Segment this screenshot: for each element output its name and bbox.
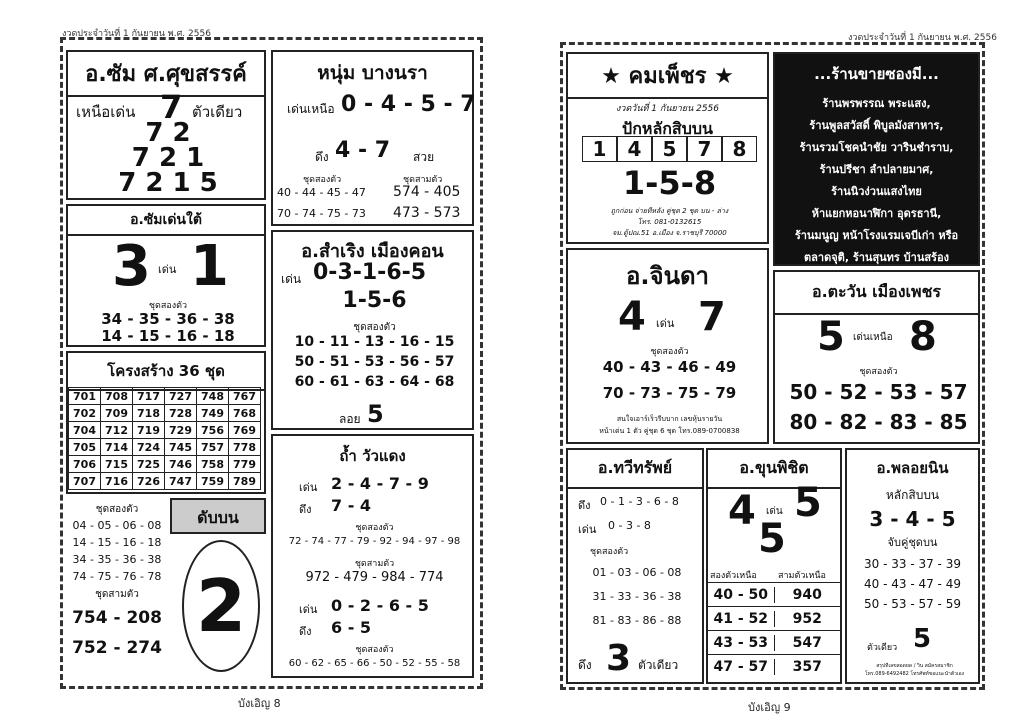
- tawan-pair-1: 50 - 52 - 53 - 57: [789, 380, 968, 404]
- grid36-cell: 705: [69, 439, 101, 456]
- tham-pair-label: ชุดสองตัว: [355, 523, 394, 533]
- som-single-label: ตัวเดียว: [192, 103, 243, 121]
- kom-star-right-icon: ★: [714, 64, 734, 89]
- grid36-row: [69, 473, 261, 490]
- dip-bon-label: ดับบน: [197, 508, 239, 527]
- jinda-box: [566, 248, 769, 444]
- phon-lead: 3 - 4 - 5: [869, 507, 956, 531]
- nbr-triple-label: ชุดสามตัว: [403, 175, 443, 185]
- grid36-cell: 747: [165, 473, 197, 490]
- jinda-num-b: 7: [698, 294, 726, 340]
- kom-note-3: จม.ตู้ปณ.51 อ.เมือง จ.ราชบุรี 70000: [612, 229, 727, 237]
- bl-triple-1: 754 - 208: [72, 608, 162, 628]
- phon-single: 5: [913, 624, 932, 654]
- nbr-suay: สวย: [413, 150, 435, 164]
- grid36-row: [69, 422, 261, 439]
- grid36-cell: 757: [197, 439, 229, 456]
- grid36-cell: 717: [133, 388, 165, 405]
- grid36-cell: 779: [229, 456, 261, 473]
- khun-title: อ.ขุนพิชิต: [708, 450, 840, 489]
- tham-pair2-label: ชุดสองตัว: [355, 645, 394, 655]
- shops-line: ร้านปรีชา ลำปลายมาศ,: [819, 163, 934, 176]
- bl-pair-2: 14 - 15 - 16 - 18: [72, 536, 162, 549]
- kom-note-2: โทร. 081-0132615: [637, 218, 702, 226]
- som-pyramid-2: 7 2 1: [131, 143, 205, 173]
- som-tai-pair-1: 34 - 35 - 36 - 38: [101, 310, 235, 328]
- khun-row: [708, 582, 840, 606]
- dip-bon-label-box: [170, 498, 266, 534]
- phon-title: อ.พลอยนิน: [876, 459, 949, 477]
- tham-lead2-label: เด่น: [299, 603, 318, 616]
- som-box: [66, 50, 266, 200]
- phon-sub: หลักสิบบน: [885, 488, 940, 502]
- taweesap-dueng-label: ดึง: [578, 499, 591, 512]
- tham-triple-label: ชุดสามตัว: [354, 559, 395, 569]
- kom-digit: 7: [687, 136, 722, 162]
- taweesap-bottom-num: 3: [606, 638, 632, 679]
- grid36-cell: 715: [101, 456, 133, 473]
- tham-lead2: 0 - 2 - 6 - 5: [331, 596, 429, 615]
- tawan-title: อ.ตะวัน เมืองเพชร: [775, 272, 978, 315]
- kom-note-1: ถูกก่อน จ่ายทีหลัง คู่ชุด 2 ชุด บน - ล่าง: [610, 207, 729, 215]
- samroeng-box: [271, 230, 474, 430]
- bl-pair-label: ชุดสองตัว: [95, 504, 139, 515]
- khun-row: [708, 606, 840, 630]
- nbr-dueng-label: ดึง: [315, 150, 329, 164]
- grid36-cell: 701: [69, 388, 101, 405]
- khun-pair: 41 - 52: [708, 611, 775, 627]
- kom-box: [566, 52, 769, 244]
- nbr-lead-label: เด่นเหนือ: [287, 102, 335, 116]
- samroeng-title: อ.สำเริง เมืองคอน: [301, 241, 444, 262]
- grid36-cell: 749: [197, 405, 229, 422]
- grid36-title: โครงสร้าง 36 ชุด: [68, 353, 264, 391]
- kom-title: คมเพ็ชร: [628, 64, 707, 89]
- nbr-pair-label: ชุดสองตัว: [303, 175, 342, 185]
- kom-date: งวดวันที่ 1 กันยายน 2556: [616, 104, 719, 114]
- tham-dueng2: 6 - 5: [331, 618, 372, 637]
- samroeng-sub: 1-5-6: [342, 288, 407, 313]
- khun-rows: [708, 582, 840, 678]
- shops-line: ตลาดจุติ, ร้านสุนทร บ้านสร้อง: [804, 251, 949, 264]
- grid36-cell: 756: [197, 422, 229, 439]
- phon-pair-3: 50 - 53 - 57 - 59: [864, 597, 961, 611]
- taweesap-box: [566, 448, 704, 684]
- tham-lead: 2 - 4 - 7 - 9: [331, 474, 429, 493]
- tham-dueng: 7 - 4: [331, 496, 372, 515]
- som-tai-title: อ.ซัมเด่นใต้: [68, 206, 264, 236]
- kom-title-row: [568, 54, 767, 99]
- phon-note-1: สรุปทีเลขสอดยด / วิน สมัครสมาชิก: [876, 663, 953, 669]
- grid36-cell: 718: [133, 405, 165, 422]
- jinda-title: อ.จินดา: [625, 262, 710, 290]
- shops-box: [773, 52, 980, 266]
- bottom-left-box: [66, 498, 168, 678]
- bl-triple-2: 752 - 274: [72, 638, 162, 658]
- shops-line: ร้านมนูญ หน้าโรงแรมเจบีเก่า หรือ: [794, 229, 959, 242]
- jinda-mid: เด่น: [656, 317, 675, 330]
- khun-col-a: สองตัวเหนือ: [710, 571, 757, 581]
- khun-num-b: 5: [794, 480, 822, 526]
- tawan-num-b: 8: [909, 314, 937, 360]
- taweesap-dueng: 0 - 1 - 3 - 6 - 8: [600, 495, 679, 508]
- kom-main: 1-5-8: [622, 164, 717, 202]
- jinda-pair-1: 40 - 43 - 46 - 49: [602, 358, 737, 376]
- shops-line: ร้านพรพรรณ พระแสง,: [822, 97, 931, 110]
- phon-note-2: โทร.089-6492482 โทรศัพท์ขอแนะนำตัวเอง: [864, 671, 965, 677]
- khun-num-a: 4: [728, 488, 756, 534]
- jinda-note-2: หน้าเด่น 1 ตัว คู่ชุด 6 ชุด โทร.089-0700838: [599, 427, 740, 435]
- samroeng-pair-3: 60 - 61 - 63 - 64 - 68: [294, 374, 455, 390]
- khun-triple: 940: [792, 586, 822, 603]
- grid36-cell: 769: [229, 422, 261, 439]
- som-title: อ.ซัม ศ.ศุขสรรค์: [68, 52, 264, 97]
- tawan-mid: เด่นเหนือ: [853, 332, 893, 343]
- jinda-pair-label: ชุดสองตัว: [650, 347, 689, 357]
- kom-digits: [582, 136, 757, 162]
- grid36-row: [69, 405, 261, 422]
- taweesap-lead: 0 - 3 - 8: [608, 519, 651, 532]
- bl-triple-label: ชุดสามตัว: [95, 589, 139, 600]
- shops-line: ร้านนิวง่วนแสงไทย: [831, 185, 922, 198]
- shops-line: ห้าแยกหอนาฬิกา อุดรธานี,: [811, 207, 942, 220]
- taweesap-pair-1: 01 - 03 - 06 - 08: [592, 566, 682, 579]
- right-footer: บังเอิญ 9: [748, 701, 791, 714]
- grid36-cell: 714: [101, 439, 133, 456]
- nbr-row1-a: 40 - 44 - 45 - 47: [277, 186, 366, 199]
- jinda-num-a: 4: [618, 294, 646, 340]
- tham-dueng2-label: ดึง: [299, 625, 312, 638]
- phon-pair-label: จับคู่ชุดบน: [887, 536, 938, 549]
- dip-bon-ellipse: [182, 540, 260, 672]
- grid36-cell: 709: [101, 405, 133, 422]
- nbr-row1-b: 574 - 405: [393, 184, 461, 200]
- tham-title: ถ้ำ วัวแดง: [339, 447, 406, 465]
- taweesap-bottom-label: ดึง: [578, 658, 592, 672]
- nbr-row2-b: 473 - 573: [393, 205, 461, 221]
- grid36-cell: 707: [69, 473, 101, 490]
- taweesap-bottom-suffix: ตัวเดียว: [638, 658, 679, 672]
- grid36-cell: 708: [101, 388, 133, 405]
- dip-bon-num: 2: [195, 564, 247, 648]
- bl-pair-3: 34 - 35 - 36 - 38: [72, 553, 162, 566]
- taweesap-title: อ.ทวีทรัพย์: [568, 450, 702, 489]
- grid36-cell: 727: [165, 388, 197, 405]
- grid36-cell: 704: [69, 422, 101, 439]
- khun-pair: 47 - 57: [708, 659, 775, 675]
- taweesap-pair-label: ชุดสองตัว: [590, 547, 629, 557]
- shops-line: ร้านพูลสวัสดิ์ พิบูลมังสาหาร,: [809, 119, 944, 132]
- shops-line: ร้านรวมโชคนำชัย วารินชำราบ,: [799, 141, 954, 154]
- samroeng-loy: 5: [367, 400, 384, 428]
- grid36-cell: 745: [165, 439, 197, 456]
- tham-lead-label: เด่น: [299, 481, 318, 494]
- samroeng-pair-2: 50 - 51 - 53 - 56 - 57: [294, 354, 455, 370]
- grid36-cell: 789: [229, 473, 261, 490]
- nbr-row2-a: 70 - 74 - 75 - 73: [277, 207, 366, 220]
- samroeng-lead: 0-3-1-6-5: [313, 260, 427, 285]
- phon-single-label: ตัวเดียว: [867, 643, 898, 653]
- tawan-box: [773, 270, 980, 444]
- grid36-row: [69, 439, 261, 456]
- kom-star-left-icon: ★: [601, 64, 621, 89]
- som-tai-num-a: 3: [112, 234, 151, 299]
- som-tai-mid: เด่น: [158, 263, 177, 276]
- jinda-note-1: สนใจเอาร์เร็วรีบบาก เลขหุ้นรายวัน: [616, 415, 723, 423]
- khun-pair: 40 - 50: [708, 587, 775, 603]
- kom-digit: 4: [617, 136, 652, 162]
- tawan-num-a: 5: [817, 314, 845, 360]
- taweesap-pair-3: 81 - 83 - 86 - 88: [592, 614, 682, 627]
- grid36-cell: 716: [101, 473, 133, 490]
- grid36-cell: 778: [229, 439, 261, 456]
- kom-digit: 5: [652, 136, 687, 162]
- taweesap-pair-2: 31 - 33 - 36 - 38: [592, 590, 682, 603]
- samroeng-pair-1: 10 - 11 - 13 - 16 - 15: [294, 334, 455, 350]
- grid36-cell: 724: [133, 439, 165, 456]
- grid36-table: [68, 387, 261, 490]
- som-tai-num-b: 1: [190, 234, 229, 299]
- grid36-cell: 746: [165, 456, 197, 473]
- nbr-dueng: 4 - 7: [335, 138, 391, 163]
- shops-title: ...ร้านขายซองมี...: [814, 65, 939, 83]
- grid36-cell: 725: [133, 456, 165, 473]
- samroeng-loy-label: ลอย: [339, 412, 361, 426]
- kom-digit: 8: [722, 136, 757, 162]
- khun-row: [708, 654, 840, 678]
- som-lead-num: 7: [160, 88, 183, 126]
- grid36-cell: 728: [165, 405, 197, 422]
- grid36-cell: 758: [197, 456, 229, 473]
- som-pyramid-1: 7 2: [145, 118, 191, 148]
- grid36-cell: 729: [165, 422, 197, 439]
- samroeng-lead-label: เด่น: [281, 272, 302, 286]
- grid36-cell: 702: [69, 405, 101, 422]
- num-bang-ra-box: [271, 50, 474, 226]
- grid36-row: [69, 456, 261, 473]
- tawan-pair-2: 80 - 82 - 83 - 85: [789, 410, 968, 434]
- grid36-cell: 768: [229, 405, 261, 422]
- left-footer: บังเอิญ 8: [238, 697, 281, 710]
- shops-lines: [775, 94, 978, 266]
- bl-pair-4: 74 - 75 - 76 - 78: [72, 570, 162, 583]
- khun-num-c: 5: [758, 516, 786, 562]
- grid36-cell: 767: [229, 388, 261, 405]
- grid36-row: [69, 388, 261, 405]
- khun-row: [708, 630, 840, 654]
- grid36-cell: 748: [197, 388, 229, 405]
- phon-pair-2: 40 - 43 - 47 - 49: [864, 577, 961, 591]
- khun-mid: เด่น: [766, 506, 783, 517]
- tham-box: [271, 434, 474, 678]
- som-tai-pair-label: ชุดสองตัว: [148, 301, 188, 311]
- grid36-cell: 759: [197, 473, 229, 490]
- khun-box: [706, 448, 842, 684]
- tawan-pair-label: ชุดสองตัว: [859, 367, 898, 377]
- tham-pairs: 72 - 74 - 77 - 79 - 92 - 94 - 97 - 98: [288, 536, 461, 547]
- som-pyramid-3: 7 2 1 5: [118, 168, 218, 198]
- phon-box: [845, 448, 980, 684]
- nbr-title: หนุ่ม บางนรา: [317, 62, 428, 84]
- left-header: งวดประจำวันที่ 1 กันยายน พ.ศ. 2556: [62, 29, 211, 39]
- khun-col-b: สามตัวเหนือ: [778, 571, 826, 581]
- tham-dueng-label: ดึง: [299, 503, 312, 516]
- grid36-cell: 712: [101, 422, 133, 439]
- grid36-cell: 726: [133, 473, 165, 490]
- tham-pairs2: 60 - 62 - 65 - 66 - 50 - 52 - 55 - 58: [288, 658, 461, 669]
- som-lead-label: เหนือเด่น: [76, 103, 136, 121]
- kom-subtitle: ปักหลักสิบบน: [622, 119, 713, 138]
- nbr-lead: 0 - 4 - 5 - 7: [341, 92, 476, 117]
- grid36-cell: 706: [69, 456, 101, 473]
- grid36-cell: 719: [133, 422, 165, 439]
- tham-triples: 972 - 479 - 984 - 774: [305, 570, 444, 585]
- taweesap-lead-label: เด่น: [578, 523, 597, 536]
- som-tai-box: [66, 204, 266, 347]
- bl-pair-1: 04 - 05 - 06 - 08: [72, 519, 162, 532]
- khun-triple: 357: [792, 658, 822, 675]
- som-tai-pair-2: 14 - 15 - 16 - 18: [101, 327, 235, 345]
- khun-triple: 952: [792, 610, 822, 627]
- khun-triple: 547: [792, 634, 822, 651]
- samroeng-pair-label: ชุดสองตัว: [353, 322, 396, 333]
- jinda-pair-2: 70 - 73 - 75 - 79: [602, 384, 737, 402]
- kom-digit: 1: [582, 136, 617, 162]
- khun-pair: 43 - 53: [708, 635, 775, 651]
- phon-pair-1: 30 - 33 - 37 - 39: [864, 557, 961, 571]
- right-header: งวดประจำวันที่ 1 กันยายน พ.ศ. 2556: [848, 33, 997, 43]
